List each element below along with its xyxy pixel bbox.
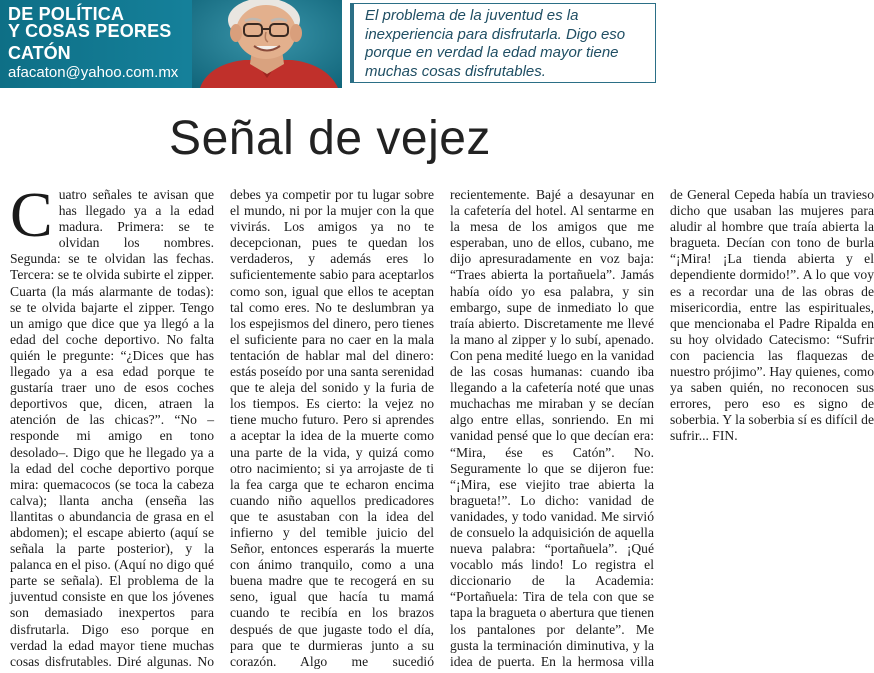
pull-quote: El problema de la juventud es la inexperiencia para disfrutarla. Digo eso porque en verdad la edad mayor tiene muchas cosas disfrutables. <box>350 3 656 83</box>
column-header <box>0 0 660 88</box>
article-headline: Señal de vejez <box>169 112 491 165</box>
article-paragraph <box>10 179 874 673</box>
column-title <box>8 6 172 40</box>
column-title-line-1: DE POLÍTICA <box>8 4 125 24</box>
author-name: CATÓN <box>8 43 71 63</box>
article-body <box>10 179 874 673</box>
article-text: uatro señales te avisan que has llegado ya a la edad madura. Primera: se te olvidan los nombres. Segunda: se te olvidan las fechas. Tercera: se te olvida subirte el zipper. Cuarta (la más alarmante de todas): se te olvida bajarte el zipper. Tengo un amigo que dice que ya llegó a la edad del coche deportivo. No falta quién le pregunte: “¿Dices que has llegado ya a esa edad porque te gustaría traer uno de esos coches deportivos que, dicen, atraen la atención de las chicas?”. “No –responde mi amigo en tono desolado–. Digo que he llegado ya a la edad del coche deportivo porque mira: quemacocos (se toca la cabeza calva); llanta ancha (enseña las llantitas o abundancia de grasa en el abdomen); el escape abierto (aquí se señala la parte posterior), y la palanca en el piso. (Aquí no digo qué parte se señala). El problema de la juventud consiste en que los jóvenes son demasiado inexpertos para disfrutarla. Digo eso porque en verdad la edad mayor tiene muchas cosas disfrutables. Diré algunas. No debes ya competir por tu lugar sobre el mundo, ni por la mujer con la que vivirás. Los amigos ya no te decepcionan, pues te quedan los verdaderos, y además eres lo suficientemente sabio para aceptarlos como son, igual que ellos te aceptan tal como eres. No te deslumbran ya los espejismos del dinero, pero tienes el suficiente para no caer en la mala tentación de hablar mal del dinero: estás poseído por una santa serenidad que te aleja del sonido y la furia de los tiempos. Es cierto: la vejez no tiene mucho futuro. Pero si aprendes a aceptar la idea de la muerte como una parte de la vida, y quizá como otro nacimiento; si ya arrojaste de ti la fea carga que te echaron encima cuando niño aquellos predicadores que te asustaban con la idea del infierno y del temible juicio del Señor, entonces esperarás la muerte con ánimo tranquilo, como a una buena madre que te recogerá en su seno, igual que hacía tu mamá cuando te recibía en los brazos después de que jugaste todo el día, para que te durmieras junto a su corazón. Algo me sucedió recientemente. Bajé a desayunar en la cafetería del hotel. Al sentarme en la mesa de los amigos que me esperaban, uno de ellos, cubano, me dijo apresuradamente en voz baja: “Traes abierta la portañuela”. Jamás había oído yo esa palabra, y sin embargo, supe de inmediato lo que traía abierto. Discretamente me llevé la mano al zipper y lo subí, apenado. Con pena medité luego en la vanidad de las cosas humanas: cuando iba llegando a la cafetería noté que unas muchachas me miraban y se decían algo entre ellas, sonriendo. En mi vanidad pensé que lo que decían era: “Mira, ése es Catón”. No. Seguramente lo que se dijeron fue: “¡Mira, ese viejito trae abierta la bragueta!”. Lo dicho: vanidad de vanidades, y todo vanidad. Me sirvió de consuelo la adquisición de aquella nueva palabra: “portañuela”. ¡Qué vocablo más lindo! Lo registra el diccionario de la Academia: “Portañuela: Tira de tela con que se tapa la bragueta o abertura que tienen los pantalones por delante”. Me gusta la terminación diminutiva, y la idea de puerta. En la hermosa villa de General Cepeda había un travieso dicho que usaban las mujeres para aludir al hombre que traía abierta la bragueta. Decían con tono de burla “¡Mira! ¡La tienda abierta y el dependiente dormido!”. A lo que voy es a recordar una de las obras de misericordia, entre las espirituales, que mencionaba el Padre Ripalda en su hoy olvidado Catecismo: “Sufrir con paciencia las flaquezas de nuestro prójimo”. Hay quienes, como ya saben quién, no reconocen sus errores, pero eso es signo de soberbia. Y la soberbia sí es difícil de sufrir... FIN. <box>10 187 874 669</box>
author-email[interactable]: afacaton@yahoo.com.mx <box>8 64 179 81</box>
author-portrait <box>192 0 342 88</box>
column-brand-banner <box>0 0 342 88</box>
column-title-line-2: Y COSAS PEORES <box>8 21 172 41</box>
drop-cap: C <box>10 179 53 250</box>
